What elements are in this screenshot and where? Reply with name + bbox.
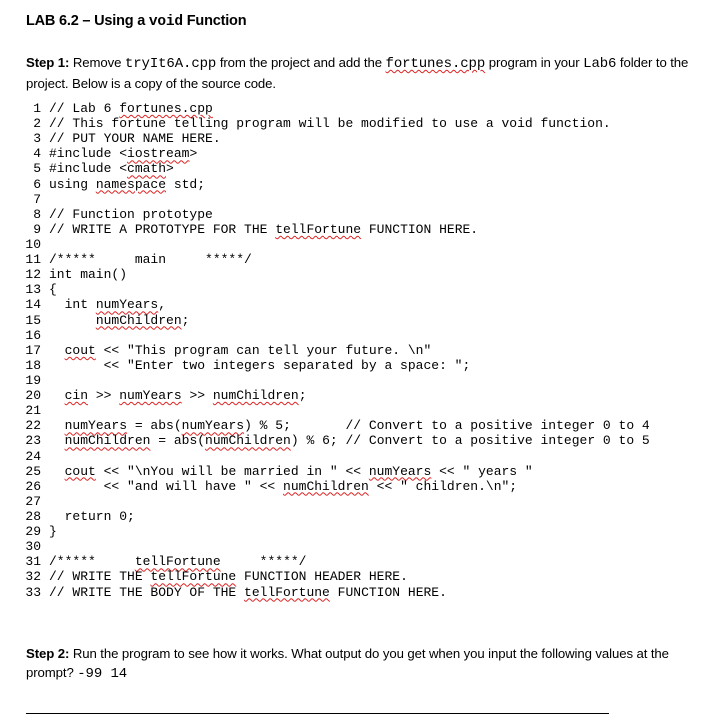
code-text: ) % 6; // Convert to a positive integer 0 to 5 xyxy=(290,433,650,449)
step-1-label: Step 1: xyxy=(26,55,70,70)
code-text: << "and will have " << xyxy=(49,478,284,494)
code-text: cout xyxy=(64,463,96,479)
code-text: >> xyxy=(181,388,213,404)
code-line xyxy=(24,177,650,192)
code-text: tellFortune xyxy=(150,569,237,585)
code-line xyxy=(24,343,650,358)
code-text: numChildren xyxy=(64,433,151,449)
code-text: cin xyxy=(64,388,89,404)
code-line xyxy=(24,161,650,176)
code-line xyxy=(24,539,650,554)
code-line xyxy=(24,494,650,509)
line-number: 16 xyxy=(25,327,41,343)
code-text: return 0; xyxy=(49,508,135,524)
step-1-filename-tryit: tryIt6A.cpp xyxy=(124,56,217,72)
code-text: #include < xyxy=(49,146,128,162)
code-line xyxy=(24,449,650,464)
step-1-paragraph xyxy=(26,53,696,93)
step-1-filename-fortunes: fortunes.cpp xyxy=(385,56,486,72)
line-number: 27 xyxy=(25,493,41,509)
step-2-text: Run the program to see how it works. What output do you get when you input the following values at the prompt? xyxy=(26,646,669,680)
code-text: tellFortune xyxy=(275,221,362,237)
code-line xyxy=(24,433,650,448)
lab-title-code: void xyxy=(148,14,183,30)
code-line xyxy=(24,418,650,433)
code-line xyxy=(24,146,650,161)
step-1-folder-name: Lab6 xyxy=(583,56,617,72)
code-text: } xyxy=(49,524,57,540)
code-text: ) % 5; // Convert to a positive integer 0 to 4 xyxy=(244,418,650,434)
code-text xyxy=(49,418,65,433)
code-text: tellFortune xyxy=(134,554,221,570)
line-number: 31 xyxy=(25,554,41,570)
code-text: numYears xyxy=(64,418,128,434)
line-number: 3 xyxy=(33,131,41,147)
code-text: = abs( xyxy=(127,418,182,434)
code-text: cout xyxy=(64,342,96,358)
code-line xyxy=(24,479,650,494)
code-text: // PUT YOUR NAME HERE. xyxy=(49,131,221,147)
step-1-text: Remove xyxy=(69,55,125,70)
line-number: 9 xyxy=(33,221,41,237)
code-text: << "Enter two integers separated by a space: "; xyxy=(49,357,471,373)
line-number: 1 xyxy=(33,101,41,116)
line-number: 12 xyxy=(25,267,41,283)
answer-blank-line xyxy=(26,713,609,714)
code-line xyxy=(24,192,650,207)
line-number: 19 xyxy=(25,372,41,388)
code-line xyxy=(24,252,650,267)
code-line xyxy=(24,524,650,539)
line-number: 2 xyxy=(33,116,41,132)
code-text: numYears xyxy=(119,388,182,404)
line-number: 28 xyxy=(25,508,41,524)
code-line xyxy=(24,328,650,343)
code-text: numChildren xyxy=(212,388,299,404)
code-text: // Lab 6 xyxy=(49,101,120,116)
code-text: namespace xyxy=(95,176,167,192)
line-number: 15 xyxy=(25,312,41,328)
code-text: << "This program can tell your future. \n" xyxy=(95,342,432,358)
code-line xyxy=(24,116,650,131)
code-text: FUNCTION HEADER HERE. xyxy=(236,569,408,585)
lab-title-prefix: LAB 6.2 – Using a xyxy=(26,13,149,29)
step-1-text: from the project and add the xyxy=(216,55,386,70)
code-text: ; xyxy=(181,312,190,328)
code-text: FUNCTION HERE. xyxy=(361,221,479,237)
code-text: numChildren xyxy=(205,433,291,449)
code-text: , xyxy=(158,297,167,313)
code-line xyxy=(24,222,650,237)
code-text: fortunes.cpp xyxy=(119,101,213,116)
line-number: 10 xyxy=(25,236,41,252)
source-code-listing xyxy=(24,101,650,600)
code-text: > xyxy=(189,146,198,162)
line-number: 26 xyxy=(25,478,41,494)
code-text xyxy=(49,313,96,328)
line-number: 14 xyxy=(25,297,41,313)
line-number: 11 xyxy=(25,252,41,268)
code-line xyxy=(24,313,650,328)
code-line xyxy=(24,358,650,373)
line-number: 23 xyxy=(25,433,41,449)
code-text: FUNCTION HERE. xyxy=(329,584,447,600)
line-number: 30 xyxy=(25,539,41,555)
code-text: *****/ xyxy=(220,554,307,570)
step-1-text: folder to the project. Below is a copy of the source code. xyxy=(26,55,689,91)
code-text: // WRITE A PROTOTYPE FOR THE xyxy=(49,221,276,237)
line-number: 5 xyxy=(33,161,41,177)
code-text: int xyxy=(49,297,96,313)
code-line xyxy=(24,131,650,146)
code-text: std; xyxy=(166,176,206,192)
code-text: iostream xyxy=(127,146,190,162)
code-line xyxy=(24,373,650,388)
code-text: tellFortune xyxy=(244,584,330,600)
code-text: << "\nYou will be married in " << xyxy=(95,463,369,479)
code-line xyxy=(24,282,650,297)
code-text: /***** main *****/ xyxy=(49,252,252,268)
code-text: numChildren xyxy=(283,478,369,494)
code-text: << " years " xyxy=(431,463,533,479)
code-text: int main() xyxy=(49,267,128,283)
code-text: // This fortune telling program will be modified to use a void function. xyxy=(49,116,611,132)
code-text: #include < xyxy=(49,161,128,177)
code-text: = abs( xyxy=(150,433,206,449)
code-line xyxy=(24,569,650,584)
code-text: // Function prototype xyxy=(49,206,213,222)
line-number: 8 xyxy=(33,206,41,222)
line-number: 22 xyxy=(25,418,41,434)
code-line xyxy=(24,554,650,569)
code-text xyxy=(49,343,65,358)
line-number: 7 xyxy=(33,191,41,207)
code-text: >> xyxy=(88,388,120,404)
code-line xyxy=(24,207,650,222)
step-2-input-values: -99 14 xyxy=(77,666,128,682)
code-text: << " children.\n"; xyxy=(368,478,518,494)
step-2-paragraph xyxy=(26,644,696,684)
lab-title-suffix: Function xyxy=(182,13,247,29)
code-text: // WRITE THE xyxy=(49,569,151,585)
code-text: numYears xyxy=(95,297,159,313)
code-line xyxy=(24,267,650,282)
step-1-text: program in your xyxy=(485,55,584,70)
code-text xyxy=(49,464,65,479)
code-text: cmath xyxy=(127,161,167,177)
code-text: > xyxy=(166,161,174,177)
code-text: using xyxy=(49,176,96,192)
code-line xyxy=(24,101,650,116)
code-text: // WRITE THE BODY OF THE xyxy=(49,584,245,600)
code-line xyxy=(24,464,650,479)
code-line xyxy=(24,403,650,418)
line-number: 25 xyxy=(25,463,41,479)
line-number: 13 xyxy=(25,282,41,298)
code-text: numChildren xyxy=(95,312,182,328)
line-number: 6 xyxy=(33,176,41,192)
code-text: numYears xyxy=(181,418,245,434)
code-text: numYears xyxy=(368,463,432,479)
line-number: 20 xyxy=(25,388,41,404)
code-line xyxy=(24,388,650,403)
code-line xyxy=(24,297,650,312)
code-text xyxy=(49,388,65,403)
code-text xyxy=(49,433,65,448)
line-number: 18 xyxy=(25,357,41,373)
lab-title xyxy=(26,13,246,30)
line-number: 4 xyxy=(33,146,41,162)
code-line xyxy=(24,509,650,524)
code-text: ; xyxy=(298,388,307,404)
code-line xyxy=(24,237,650,252)
line-number: 24 xyxy=(25,448,41,464)
line-number: 33 xyxy=(25,584,41,600)
code-text: { xyxy=(49,282,57,298)
line-number: 17 xyxy=(25,342,41,358)
line-number: 29 xyxy=(25,524,41,540)
code-line xyxy=(24,585,650,600)
code-text: /***** xyxy=(49,554,135,570)
step-2-label: Step 2: xyxy=(26,646,70,661)
line-number: 32 xyxy=(25,569,41,585)
line-number: 21 xyxy=(25,403,41,419)
